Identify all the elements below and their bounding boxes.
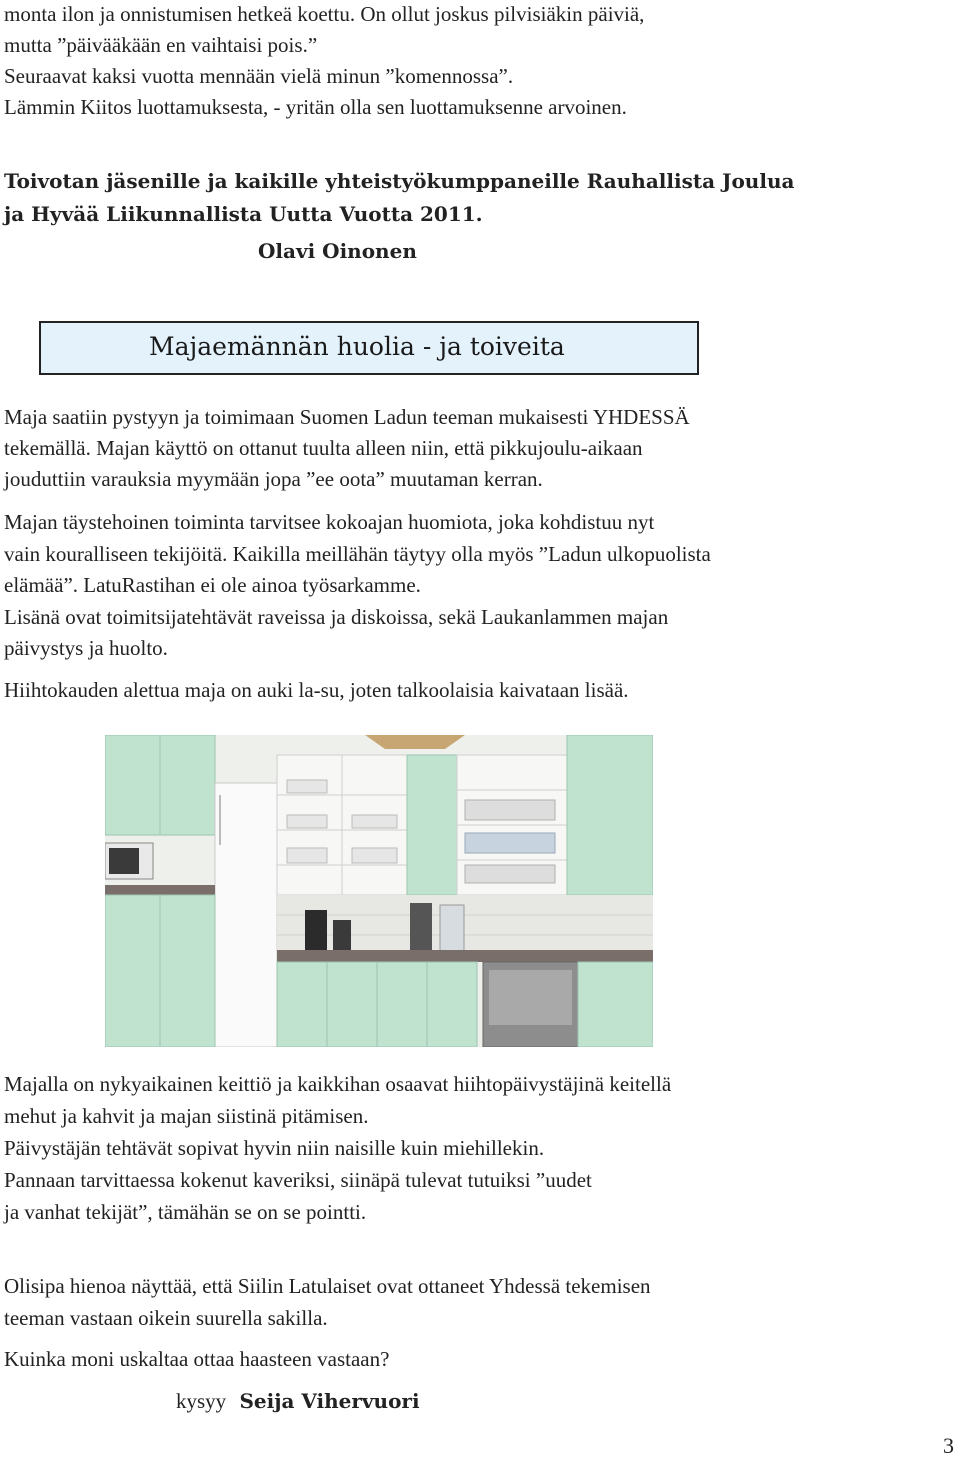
article-paragraph-6 (4, 1344, 389, 1375)
article-paragraph-2 (4, 507, 711, 665)
text-line: Toivotan jäsenille ja kaikille yhteistyökumppaneille Rauhallista Joulua (4, 169, 795, 193)
text-line: ja vanhat tekijät”, tämähän se on se pointti. (4, 1200, 367, 1224)
text-line: Olisipa hienoa näyttää, että Siilin Latulaiset ovat ottaneet Yhdessä tekemisen (4, 1274, 651, 1298)
article-paragraph-3 (4, 675, 629, 706)
text-line: Pannaan tarvittaessa kokenut kaveriksi, siinäpä tulevat tutuiksi ”uudet (4, 1168, 592, 1192)
text-line: teeman vastaan oikein suurella sakilla. (4, 1306, 328, 1330)
article-paragraph-4 (4, 1068, 671, 1228)
text-line: tekemällä. Majan käyttö on ottanut tuulta alleen niin, että pikkujoulu-aikaan (4, 436, 643, 460)
text-line: vain kouralliseen tekijöitä. Kaikilla meillähän täytyy olla myös ”Ladun ulkopuolista (4, 541, 711, 566)
article-paragraph-1 (4, 402, 690, 495)
article-heading: Majaemännän huolia - ja toiveita (149, 332, 565, 361)
text-line: Majan täystehoinen toiminta tarvitsee kokoajan huomiota, joka kohdistuu nyt (4, 510, 655, 534)
text-line: Hiihtokauden alettua maja on auki la-su, joten talkoolaisia kaivataan lisää. (4, 678, 629, 702)
article-paragraph-5 (4, 1270, 651, 1334)
text-line: monta ilon ja onnistumisen hetkeä koettu. On ollut joskus pilvisiäkin päiviä, (4, 2, 645, 26)
text-line: elämää”. LatuRastihan ei ole ainoa työsarkamme. (4, 573, 421, 597)
greeting-signature: Olavi Oinonen (258, 239, 417, 263)
text-line: Päivystäjän tehtävät sopivat hyvin niin naisille kuin miehillekin. (4, 1136, 545, 1160)
article-signoff (176, 1386, 420, 1417)
text-line: Lämmin Kiitos luottamuksesta, - yritän olla sen luottamuksenne arvoinen. (4, 95, 627, 119)
kitchen-photo (105, 735, 653, 1047)
intro-paragraph (4, 0, 644, 123)
text-line: päivystys ja huolto. (4, 636, 168, 660)
article-heading-box (39, 321, 699, 375)
text-line: Kuinka moni uskaltaa ottaa haasteen vastaan? (4, 1347, 390, 1371)
text-line: mutta ”päivääkään en vaihtaisi pois.” (4, 33, 318, 57)
text-line: mehut ja kahvit ja majan siistinä pitämisen. (4, 1104, 369, 1128)
signoff-name: Seija Vihervuori (239, 1389, 420, 1413)
text-line: Seuraavat kaksi vuotta mennään vielä minun ”komennossa”. (4, 64, 514, 88)
page-number: 3 (943, 1433, 954, 1458)
text-line: Lisänä ovat toimitsijatehtävät raveissa ja diskoissa, sekä Laukanlammen majan (4, 604, 669, 629)
text-line: jouduttiin varauksia myymään jopa ”ee oota” muutaman kerran. (4, 467, 543, 491)
signoff-prefix: kysyy (176, 1389, 227, 1413)
text-line: Majalla on nykyaikainen keittiö ja kaikkihan osaavat hiihtopäivystäjinä keitellä (4, 1072, 672, 1096)
kitchen-illustration (105, 735, 653, 1047)
text-line: Maja saatiin pystyyn ja toimimaan Suomen Ladun teeman mukaisesti YHDESSÄ (4, 405, 690, 429)
text-line: ja Hyvää Liikunnallista Uutta Vuotta 2011. (4, 202, 483, 226)
greeting-paragraph (4, 165, 794, 231)
